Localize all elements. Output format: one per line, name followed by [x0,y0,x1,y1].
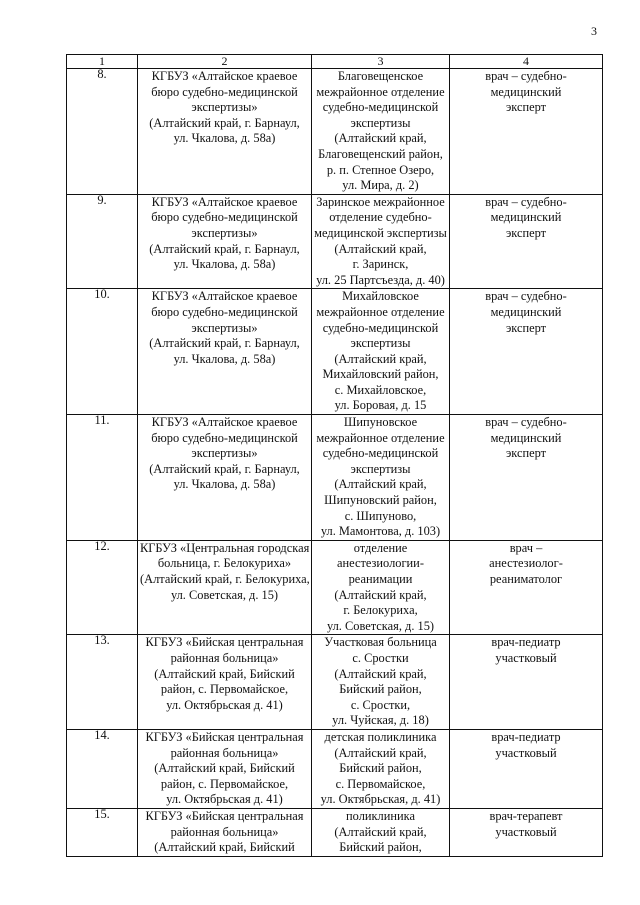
department-line: г. Заринск, [352,257,409,272]
position-cell [450,540,603,635]
organization-line: (Алтайский край, г. Белокуриха, [140,572,310,586]
organization-line: (Алтайский край, г. Барнаул, [149,461,300,476]
organization-cell [138,729,312,808]
organization-line: ул. Чкалова, д. 58а) [173,131,276,146]
organization-cell [138,69,312,195]
position-line: участковый [495,824,557,839]
row-number: 8. [67,69,138,195]
row-number: 13. [67,635,138,730]
department-line: ул. Чуйская, д. 18) [332,713,429,728]
department-line: реанимации [348,572,413,586]
department-line: (Алтайский край, [334,477,427,492]
department-line: Шипуновское [343,415,418,430]
position-line: эксперт [505,320,547,335]
organization-line: ул. Октябрьская д. 41) [166,697,283,712]
department-line: с. Первомайское, [335,776,426,791]
row-number: 10. [67,289,138,415]
organization-line: экспертизы» [191,446,258,461]
position-line: медицинский [490,304,562,319]
organization-line: КГБУЗ «Алтайское краевое [151,415,298,430]
organization-line: (Алтайский край, Бийский [154,840,295,855]
organization-cell [138,635,312,730]
department-line: судебно-медицинской [322,100,439,115]
organization-line: районная больница» [170,745,279,760]
organization-line: ул. Чкалова, д. 58а) [173,351,276,366]
department-line: детская поликлиника [324,729,437,744]
organization-line: (Алтайский край, Бийский [154,761,295,776]
position-line: врач-педиатр [491,729,561,744]
organization-line: бюро судебно-медицинской [151,210,298,225]
organization-line: экспертизы» [191,225,258,240]
organization-cell [138,194,312,289]
organization-line: КГБУЗ «Бийская центральная [145,808,304,823]
organization-line: район, с. Первомайское, [160,682,289,697]
organization-line: ул. Советская, д. 15) [170,587,279,602]
organization-line: (Алтайский край, г. Барнаул, [149,241,300,256]
department-cell [312,289,450,415]
position-line: врач – судебно- [485,289,567,304]
position-line: эксперт [505,446,547,461]
position-cell [450,289,603,415]
department-line: (Алтайский край, [334,131,427,146]
position-line: врач-педиатр [491,635,561,650]
row-number: 14. [67,729,138,808]
position-line: эксперт [505,100,547,115]
row-number: 12. [67,540,138,635]
organization-line: ул. Чкалова, д. 58а) [173,257,276,272]
position-line: эксперт [505,225,547,240]
department-line: ул. Советская, д. 15) [326,618,435,633]
organization-line: (Алтайский край, г. Барнаул, [149,115,300,130]
department-line: г. Белокуриха, [343,603,418,618]
department-line: межрайонное отделение [316,304,445,319]
position-cell [450,808,603,856]
department-cell [312,729,450,808]
department-line: Михайловское [342,289,419,304]
department-line: Заринское межрайонное [316,194,445,209]
department-line: межрайонное отделение [316,430,445,445]
department-line: ул. Октябрьская, д. 41) [320,792,441,807]
position-line: реаниматолог [489,572,563,586]
table-row [67,808,603,856]
table-row [67,194,603,289]
department-line: Благовещенское [337,69,424,83]
organization-line: районная больница» [170,824,279,839]
department-line: судебно-медицинской [322,320,439,335]
position-line: врач-терапевт [489,808,563,823]
department-line: (Алтайский край, [334,587,427,602]
position-cell [450,415,603,541]
column-header-2: 2 [138,55,312,69]
organization-line: бюро судебно-медицинской [151,430,298,445]
department-line: отделение судебно- [329,210,432,225]
position-line: врач – судебно- [485,69,567,83]
department-line: (Алтайский край, [334,745,427,760]
department-cell [312,415,450,541]
organization-line: район, с. Первомайское, [160,776,289,791]
organization-line: КГБУЗ «Алтайское краевое [151,194,298,209]
department-cell [312,808,450,856]
department-line: (Алтайский край, [334,351,427,366]
department-line: с. Шипуново, [344,508,417,523]
organization-line: КГБУЗ «Алтайское краевое [151,69,298,83]
department-line: ул. 25 Партсъезда, д. 40) [316,272,445,287]
department-line: поликлиника [346,808,415,823]
position-line: участковый [495,745,557,760]
department-line: р. п. Степное Озеро, [326,162,435,177]
department-line: ул. Мамонтова, д. 103) [320,524,441,539]
organization-line: экспертизы» [191,320,258,335]
row-number: 9. [67,194,138,289]
organization-line: бюро судебно-медицинской [151,84,298,99]
position-line: врач – судебно- [485,415,567,430]
department-line: медицинской экспертизы [314,225,447,240]
department-line: экспертизы [350,115,411,130]
organization-line: (Алтайский край, Бийский [154,666,295,681]
column-header-4: 4 [450,55,603,69]
position-cell [450,194,603,289]
position-line: медицинский [490,84,562,99]
table-header-row [67,55,603,69]
department-line: отделение [353,540,408,555]
position-cell [450,729,603,808]
position-line: врач – [509,540,543,555]
department-line: Участковая больница [324,635,437,650]
page-number: 3 [591,24,597,38]
department-line: ул. Боровая, д. 15 [334,398,427,413]
department-cell [312,540,450,635]
position-line: врач – судебно- [485,194,567,209]
organization-line: КГБУЗ «Центральная городская [140,540,310,555]
organization-line: больница, г. Белокуриха» [157,556,292,571]
organization-line: (Алтайский край, г. Барнаул, [149,336,300,351]
table-row [67,415,603,541]
row-number: 11. [67,415,138,541]
organization-line: ул. Чкалова, д. 58а) [173,477,276,492]
table-row [67,69,603,195]
organization-line: ул. Октябрьская д. 41) [166,792,283,807]
position-cell [450,635,603,730]
position-line: медицинский [490,210,562,225]
department-cell [312,635,450,730]
department-line: Бийский район, [339,840,422,855]
organization-line: КГБУЗ «Алтайское краевое [151,289,298,304]
department-cell [312,194,450,289]
department-line: Михайловский район, [322,367,439,382]
row-number: 15. [67,808,138,856]
table-row [67,635,603,730]
table-row [67,289,603,415]
department-cell [312,69,450,195]
department-line: Благовещенский район, [318,146,443,161]
organization-cell [138,540,312,635]
table-row [67,540,603,635]
department-line: межрайонное отделение [316,84,445,99]
positions-table [66,54,603,857]
organization-line: КГБУЗ «Бийская центральная [145,635,304,650]
department-line: ул. Мира, д. 2) [342,178,419,193]
department-line: (Алтайский край, [334,666,427,681]
table-row [67,729,603,808]
column-header-1: 1 [67,55,138,69]
organization-cell [138,808,312,856]
department-line: с. Михайловское, [334,382,427,397]
position-line: анестезиолог- [489,556,563,571]
department-line: с. Сростки, [350,697,411,712]
department-line: (Алтайский край, [334,241,427,256]
department-line: экспертизы [350,461,411,476]
organization-cell [138,415,312,541]
column-header-3: 3 [312,55,450,69]
organization-line: КГБУЗ «Бийская центральная [145,729,304,744]
department-line: (Алтайский край, [334,824,427,839]
department-line: Шипуновский район, [324,493,437,508]
position-cell [450,69,603,195]
department-line: судебно-медицинской [322,446,439,461]
position-line: медицинский [490,430,562,445]
department-line: экспертизы [350,336,411,351]
department-line: Бийский район, [339,761,422,776]
department-line: Бийский район, [339,682,422,697]
organization-line: экспертизы» [191,100,258,115]
organization-cell [138,289,312,415]
organization-line: бюро судебно-медицинской [151,304,298,319]
organization-line: районная больница» [170,650,279,665]
department-line: с. Сростки [352,650,409,665]
position-line: участковый [495,650,557,665]
department-line: анестезиологии- [337,556,424,571]
